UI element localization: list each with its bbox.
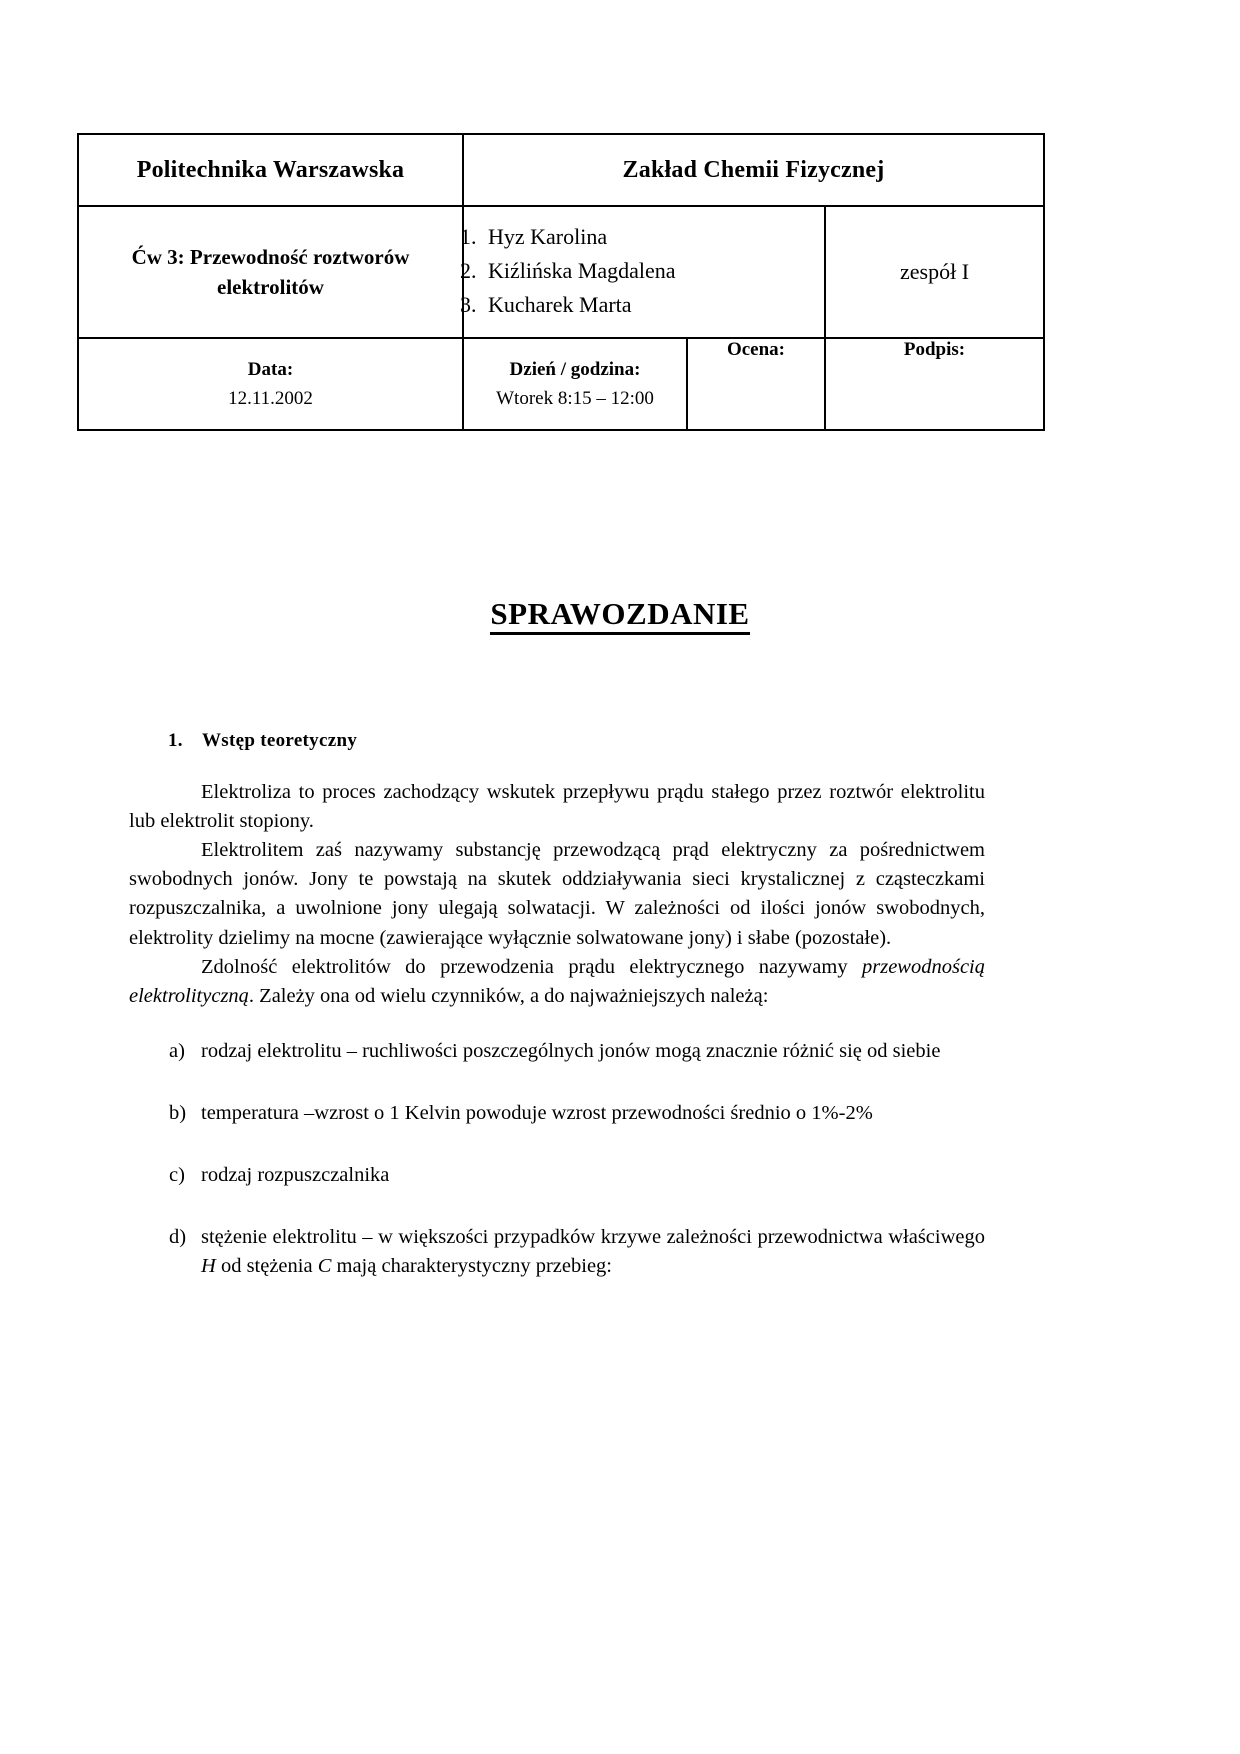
paragraph-3-part1: Zdolność elektrolitów do przewodzenia prądu elektrycznego nazywamy (201, 955, 862, 978)
date-label: Data: (247, 358, 294, 380)
factors-list (129, 1037, 985, 1282)
document-body (129, 730, 985, 1314)
section-title: Wstęp teoretyczny (202, 730, 358, 751)
table-row-institution (78, 134, 1044, 206)
cell-students (463, 206, 825, 338)
cell-grade (687, 338, 825, 430)
day-time-value: Wtorek 8:15 – 12:00 (496, 388, 654, 409)
list-item (129, 1099, 985, 1128)
cell-day-time (463, 338, 687, 430)
list-item: 2. Kiźlińska Magdalena (482, 255, 824, 289)
paragraph-1: Elektroliza to proces zachodzący wskutek przepływu prądu stałego przez roztwór elektrolitu lub elektrolit stopiony. (129, 781, 985, 833)
page-title (0, 596, 1240, 632)
list-item-text-part1: stężenie elektrolitu – w większości przypadków krzywe zależności przewodnictwa właściwego (201, 1226, 985, 1249)
table-row-exercise (78, 206, 1044, 338)
variable-h: H (201, 1255, 216, 1278)
exercise-title: Ćw 3: Przewodność roztworów elektrolitów (131, 244, 410, 299)
cell-group (825, 206, 1044, 338)
cell-university (78, 134, 463, 206)
section-heading (129, 730, 985, 752)
department-name: Zakład Chemii Fizycznej (622, 156, 885, 183)
paragraph-2: Elektrolitem zaś nazywamy substancję przewodzącą prąd elektryczny za pośrednictwem swobodnych jonów. Jony te powstają na skutek oddziaływania sieci krystalicznej z cząsteczkami rozpuszczalnika, a uwolnione jony ulegają solwatacji. W zależności od ilości jonów swobodnych, elektrolity dzielimy na mocne (zawierające wyłącznie solwatowane jony) i słabe (pozostałe). (129, 839, 985, 949)
list-item-text: rodzaj elektrolitu – ruchliwości poszczególnych jonów mogą znacznie różnić się od siebie (201, 1039, 941, 1062)
variable-c: C (317, 1255, 332, 1278)
student-list (464, 207, 824, 337)
list-item: 1. Hyz Karolina (482, 221, 824, 255)
table-row-meta (78, 338, 1044, 430)
university-name: Politechnika Warszawska (136, 156, 405, 183)
group-label: zespół I (899, 259, 970, 284)
page-title-text: SPRAWOZDANIE (490, 596, 749, 635)
cell-signature (825, 338, 1044, 430)
list-item (129, 1161, 985, 1190)
list-item-text: rodzaj rozpuszczalnika (201, 1164, 390, 1187)
list-item-marker: b) (169, 1101, 187, 1124)
list-item (129, 1223, 985, 1281)
paragraph-3-part2: . Zależy ona od wielu czynników, a do najważniejszych należą: (248, 984, 769, 1007)
grade-label: Ocena: (726, 339, 786, 360)
paragraph-3-italic: przewodnością elektrolityczną (129, 955, 985, 1007)
report-header-table (77, 133, 1045, 431)
list-item-text-part2: od stężenia (215, 1255, 318, 1278)
list-item-marker: d) (169, 1226, 187, 1249)
cell-exercise-title (78, 206, 463, 338)
cell-department (463, 134, 1044, 206)
list-item-text: temperatura –wzrost o 1 Kelvin powoduje wzrost przewodności średnio o 1%-2% (201, 1101, 873, 1124)
list-item: 3. Kucharek Marta (482, 289, 824, 323)
day-time-label: Dzień / godzina: (509, 358, 641, 380)
paragraph-3 (129, 953, 985, 1011)
signature-label: Podpis: (903, 339, 966, 360)
list-item-marker: a) (169, 1039, 185, 1062)
list-item-text-part3: mają charakterystyczny przebieg: (331, 1255, 612, 1278)
list-item-marker: c) (169, 1164, 185, 1187)
list-item (129, 1037, 985, 1066)
section-number: 1. (168, 730, 183, 751)
cell-date (78, 338, 463, 430)
date-value: 12.11.2002 (228, 388, 313, 409)
